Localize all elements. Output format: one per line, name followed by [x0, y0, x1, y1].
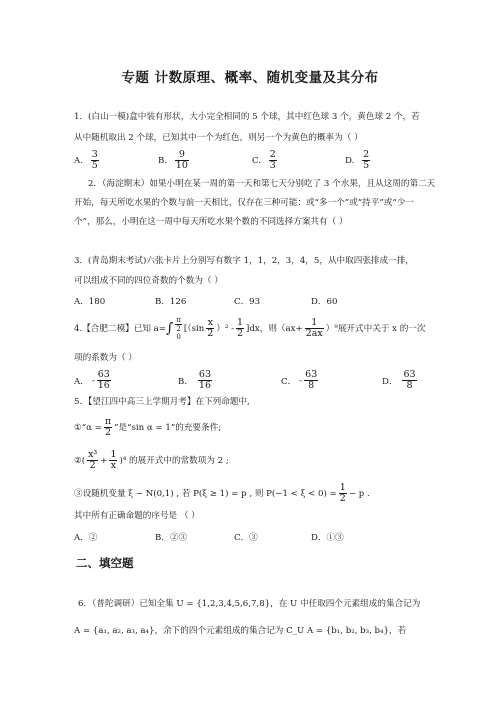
q6-line1: 6．（普陀调研）已知全集 U = {1,2,3,4,5,6,7,8}，在 U 中任取四个元素组成的集合记为 — [78, 599, 421, 609]
q3-option-b: B．126 — [155, 297, 187, 307]
q4-option-a: A． - $\frac{63}{16}$ — [74, 369, 110, 391]
q2-line3: 个”，那么，小明在这一周中每天所吃水果个数的不同选择方案共有（ ） — [74, 217, 348, 227]
q5-item3: ③设随机变量 ξ ~ N(0,1) , 若 P(ξ ≥ 1) = p , 则 P(−1 < ξ < 0) = $\frac{1}{2}$ − p . — [74, 482, 370, 504]
page-title: 专题 计数原理、概率、随机变量及其分布 — [121, 70, 379, 86]
q5-line-end: 其中所有正确命题的序号是 （ ） — [74, 511, 200, 521]
q1-option-d: D. $\frac{2}{5}$ — [345, 149, 370, 171]
q5-item2: ②( $\frac{\text{x³}}{2}$ + $\frac{1}{x}$ )⁴ 的展开式中的常数项为 2 ; — [74, 449, 229, 471]
q5-item1: ①“α = $\frac{\pi}{2}$ ”是“sin α = 1”的充要条件; — [74, 416, 222, 438]
q3-option-a: A．180 — [74, 297, 106, 307]
q4-line2: 项的系数为（ ） — [74, 353, 137, 363]
q1-option-c: C. $\frac{2}{3}$ — [252, 149, 276, 171]
q6-line2: A = {a₁, a₂, a₃, a₄}，余下的四个元素组成的集合记为 C_U A = {b₁, b₂, b₃, b₄}，若 — [74, 626, 407, 636]
q3-line1: 3．(青岛期末考试)六张卡片上分别写有数字 1，1，2，3，4，5，从中取四张排成一排， — [74, 256, 414, 266]
q2-line2: 开始，每天所吃水果的个数与前一天相比，仅存在三种可能：或“多一个”或“持平”或“少一 — [74, 198, 414, 208]
integral-limits: π 2 0 — [176, 316, 181, 341]
q4-line1: 4.【合肥二模】已知 a=∫ π 2 0 [（sin $\frac{x}{2}$ ）² - $\frac{1}{2}$ ]dx，则（ax+ $\frac{1}{2ax}$ ）⁹展开式中关于 x 的一次 — [74, 316, 426, 341]
q4-option-d: D． $\frac{63}{8}$ — [382, 369, 416, 391]
q3-line2: 可以组成不同的四位奇数的个数为（ ） — [74, 276, 223, 286]
q5-option-d: D．①③ — [311, 533, 344, 543]
q1-line1: 1．(白山一模)盒中装有形状，大小完全相同的 5 个球，其中红色球 3 个，黄色球 2 个，若 — [74, 112, 420, 122]
q4-option-b: B． $\frac{63}{16}$ — [178, 369, 212, 391]
q4-option-c: C． - $\frac{63}{8}$ — [281, 369, 318, 391]
q3-option-d: D．60 — [311, 297, 338, 307]
section-heading-fill-in: 二、填空题 — [76, 556, 134, 570]
q3-option-c: C．93 — [234, 297, 261, 307]
q1-line2: 从中随机取出 2 个球，已知其中一个为红色，则另一个为黄色的概率为（ ） — [74, 133, 363, 143]
q2-line1: 2．（海淀期末）如果小明在某一周的第一天和第七天分别吃了 3 个水果，且从这周的第二天 — [88, 179, 436, 189]
q5-line1: 5．【望江四中高三上学期月考】在下列命题中, — [74, 397, 250, 407]
q1-option-a: A. $\frac{3}{5}$ — [74, 149, 98, 171]
q5-option-a: A．② — [74, 533, 98, 543]
q5-option-b: B．②③ — [155, 533, 188, 543]
integral-symbol: ∫ — [166, 320, 174, 337]
q1-option-b: B. $\frac{9}{10}$ — [158, 149, 188, 171]
q5-option-c: C．③ — [234, 533, 258, 543]
